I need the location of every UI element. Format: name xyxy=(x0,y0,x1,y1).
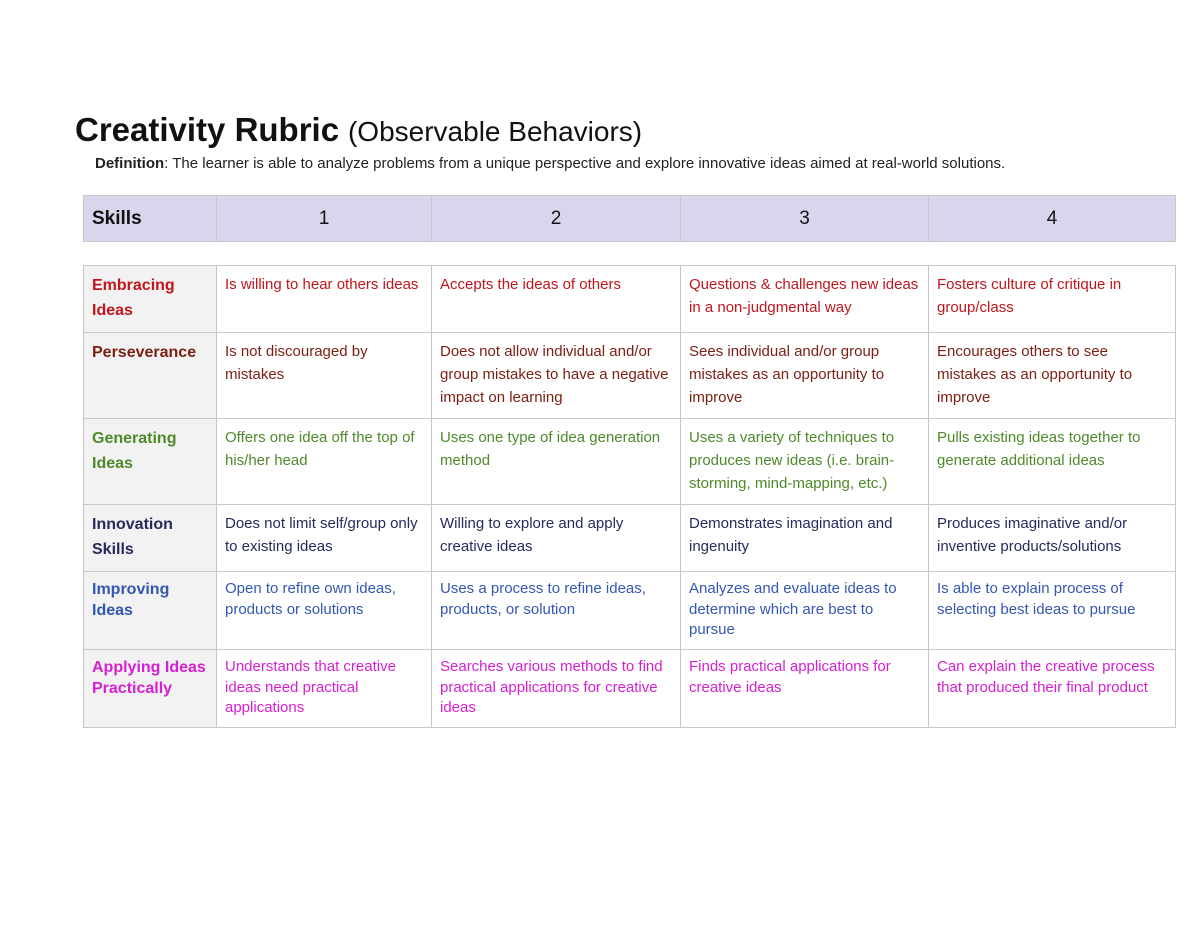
skill-improving-ideas: Improving Ideas xyxy=(84,572,217,650)
table-cell: Demonstrates imagination and ingenuity xyxy=(681,505,929,572)
table-cell: Does not limit self/group only to existing ideas xyxy=(217,505,432,572)
header-level-4: 4 xyxy=(929,196,1176,242)
table-cell: Finds practical applications for creative ideas xyxy=(681,650,929,728)
skill-generating-ideas: Generating Ideas xyxy=(84,419,217,505)
table-cell: Searches various methods to find practical applications for creative ideas xyxy=(432,650,681,728)
table-cell: Willing to explore and apply creative ideas xyxy=(432,505,681,572)
header-level-2: 2 xyxy=(432,196,681,242)
table-row xyxy=(84,572,1176,650)
table-cell: Can explain the creative process that produced their final product xyxy=(929,650,1176,728)
table-cell: Produces imaginative and/or inventive products/solutions xyxy=(929,505,1176,572)
title-subtitle: (Observable Behaviors) xyxy=(347,116,643,147)
table-row xyxy=(84,333,1176,419)
table-cell: Pulls existing ideas together to generate additional ideas xyxy=(929,419,1176,505)
header-skills: Skills xyxy=(84,196,217,242)
table-cell: Encourages others to see mistakes as an opportunity to improve xyxy=(929,333,1176,419)
header-level-3: 3 xyxy=(681,196,929,242)
table-cell: Does not allow individual and/or group mistakes to have a negative impact on learning xyxy=(432,333,681,419)
table-cell: Sees individual and/or group mistakes as an opportunity to improve xyxy=(681,333,929,419)
table-cell: Is willing to hear others ideas xyxy=(217,266,432,333)
definition-label: Definition xyxy=(95,155,165,172)
table-cell: Understands that creative ideas need practical applications xyxy=(217,650,432,728)
skill-perseverance: Perseverance xyxy=(84,333,217,419)
table-cell: Uses a process to refine ideas, products, or solution xyxy=(432,572,681,650)
table-row xyxy=(84,650,1176,728)
table-row xyxy=(84,419,1176,505)
table-row xyxy=(84,505,1176,572)
definition xyxy=(95,155,1005,172)
definition-text: : The learner is able to analyze problems from a unique perspective and explore innovative ideas aimed at real-world solutions. xyxy=(164,155,1006,172)
table-cell: Analyzes and evaluate ideas to determine which are best to pursue xyxy=(681,572,929,650)
skill-embracing-ideas: Embracing Ideas xyxy=(84,266,217,333)
title-main: Creativity Rubric xyxy=(75,111,340,148)
table-cell: Offers one idea off the top of his/her head xyxy=(217,419,432,505)
table-cell: Fosters culture of critique in group/class xyxy=(929,266,1176,333)
rubric-table xyxy=(83,265,1176,728)
skill-applying-ideas-practically: Applying Ideas Practically xyxy=(84,650,217,728)
table-cell: Open to refine own ideas, products or solutions xyxy=(217,572,432,650)
skill-innovation-skills: Innovation Skills xyxy=(84,505,217,572)
table-cell: Uses one type of idea generation method xyxy=(432,419,681,505)
table-cell: Questions & challenges new ideas in a non-judgmental way xyxy=(681,266,929,333)
table-cell: Uses a variety of techniques to produces new ideas (i.e. brain-storming, mind-mapping, etc.) xyxy=(681,419,929,505)
table-row xyxy=(84,266,1176,333)
page-title xyxy=(75,112,642,148)
rubric-header xyxy=(83,195,1176,242)
header-row xyxy=(84,196,1176,242)
table-cell: Is not discouraged by mistakes xyxy=(217,333,432,419)
table-cell: Accepts the ideas of others xyxy=(432,266,681,333)
table-cell: Is able to explain process of selecting best ideas to pursue xyxy=(929,572,1176,650)
header-level-1: 1 xyxy=(217,196,432,242)
